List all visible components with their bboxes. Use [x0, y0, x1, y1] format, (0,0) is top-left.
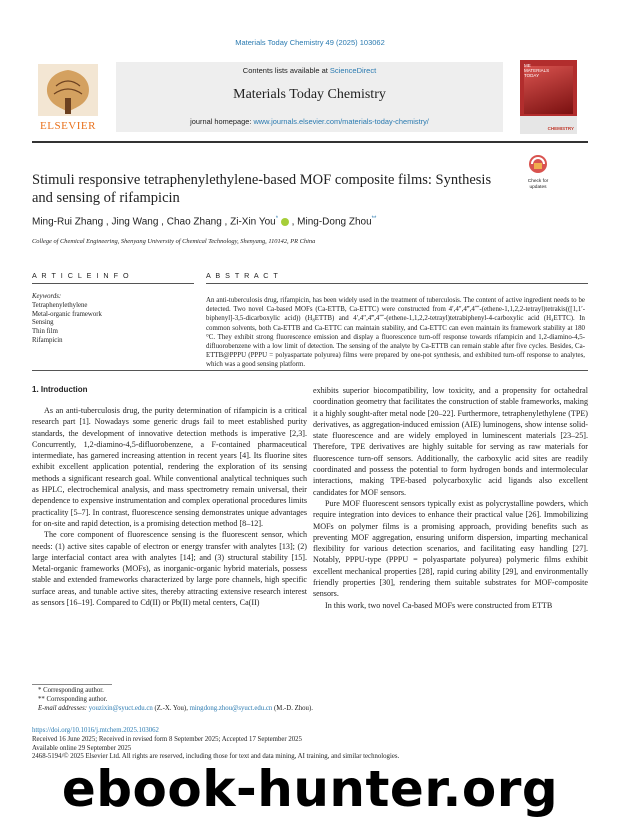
copyright-notice: 2468-5194/© 2025 Elsevier Ltd. All rights are reserved, including those for text and data mining, AI training, and similar technologies. [32, 753, 400, 761]
email-link[interactable]: youzixin@syuct.edu.cn [88, 704, 153, 712]
header-rule [32, 141, 588, 143]
badge-line2: updates [529, 184, 547, 190]
watermark: ebook-hunter.org [61, 760, 559, 818]
orcid-icon[interactable] [281, 218, 289, 226]
homepage-prefix: journal homepage: [190, 117, 252, 126]
corresponding-author-note: * Corresponding author. [38, 687, 104, 694]
article-info-rule [32, 283, 194, 284]
cover-footer-label: CHEMISTRY [547, 126, 574, 131]
intro-paragraph: In this work, two novel Ca-based MOFs were constructed from ETTB [325, 600, 553, 610]
email-link[interactable]: mingdong.zhou@syuct.edu.cn [189, 704, 273, 712]
article-title: Stimuli responsive tetraphenylethylene-based MOF composite films: Synthesis and sensing of rifampicin [32, 172, 492, 206]
email-label: E-mail addresses: [38, 704, 88, 712]
check-for-updates-badge[interactable] [520, 154, 556, 190]
sciencedirect-link[interactable]: ScienceDirect [329, 66, 377, 75]
cover-title-line1: ME [524, 63, 531, 68]
author-separator: , [221, 216, 231, 228]
affiliation: College of Chemical Engineering, Shenyang University of Chemical Technology, Shenyang, 110142, PR China [32, 238, 316, 245]
journal-citation[interactable]: Materials Today Chemistry 49 (2025) 103062 [235, 38, 385, 47]
introduction-heading: 1. Introduction [32, 385, 88, 394]
elsevier-logo [32, 62, 104, 132]
article-metadata [32, 727, 588, 762]
journal-name: Materials Today Chemistry [233, 87, 386, 102]
author-name[interactable]: Ming-Dong Zhou [297, 216, 372, 228]
cover-title-line3: TODAY [524, 73, 540, 78]
corresponding-author-note: ** Corresponding author. [38, 695, 108, 703]
abstract-text: An anti-tuberculosis drug, rifampicin, has been widely used in the treatment of tuberculosis. The content of active ingredient needs to be detected. Two novel Ca-based MOFs (Ca-ETTB, Ca-ETTC) were constructed from 4′,4″,4‴,4⁗-(ethene-1,1,2,2-tetrayl)tetrakis(([1,1′-biphenyl]-3,5-dicarboxylic acid)) (H₈ETTB) and 4′,4″,4‴,4⁗-(ethene-1,1,2,2-tetrayl)tetrabiphenyl-4-carboxylic acid (H₄ETTC). In common solvents, both Ca-ETTB and Ca-ETTC can maintain stability, and Ca-ETTC can even maintain its framework stability at 180 °C. They exhibit strong fluorescence emission and display a fluorescence turn-off response towards rifampicin and 1,2-diamino-4,5-difluorobenzene with a low limit of detection. The sensing of the analyte by Ca-ETTB can remain stable after five cycles. Besides, Ca-ETTB@PPPU (PPPU = polyaspartate polyurea) films were prepared by one-pot synthesis, and exhibited turn-off response to analytes, which was a good sensing platform. [206, 297, 585, 369]
intro-paragraph: The core component of fluorescence sensing is the fluorescent sensor, which needs: (1) active sites capable of electron or energy transfer with analytes [13]; (2) large interfacial contact area with analytes [14]; and (3) structural stability [15]. Metal-organic frameworks (MOFs), as inorganic-organic hybrid materials, possess stable and extended frameworks characterized by large pore channels, high specific surface areas, and tunable active sites, thereby attracting extensive research interest as sensors [16–19]. Compared to Cd(II) or Pb(II) metal centers, Ca(II) [32, 530, 307, 608]
received-dates: Received 16 June 2025; Received in revised form 8 September 2025; Accepted 17 September 2025 [32, 735, 302, 743]
publisher-name: ELSEVIER [40, 120, 96, 132]
email-owner: (Z.-X. You), [154, 704, 188, 712]
author-name[interactable]: Ming-Rui Zhang [32, 216, 104, 228]
keyword-item: Tetraphenylethylene [32, 301, 88, 309]
author-separator: , [288, 216, 298, 228]
keywords-label: Keywords: [32, 293, 62, 300]
email-owner: (M.-D. Zhou). [274, 704, 313, 712]
keyword-item: Sensing [32, 319, 54, 327]
author-list [32, 216, 376, 227]
keyword-item: Metal-organic framework [32, 310, 102, 318]
abstract-heading: A B S T R A C T [206, 271, 280, 280]
author-name[interactable]: Zi-Xin You [230, 216, 276, 228]
author-separator: , [158, 216, 167, 228]
author-name[interactable]: Jing Wang [111, 216, 159, 228]
badge-line1: Check for [527, 179, 549, 184]
corresponding-mark[interactable]: ** [371, 216, 377, 222]
abstract-bottom-rule [32, 370, 588, 371]
doi-link[interactable]: https://doi.org/10.1016/j.mtchem.2025.103062 [32, 727, 159, 734]
keywords-block [32, 293, 192, 346]
footnotes [38, 687, 578, 713]
author-separator: , [103, 216, 112, 228]
footnote-rule [32, 684, 112, 685]
author-name[interactable]: Chao Zhang [166, 216, 222, 228]
cover-title-line2: MATERIALS [524, 68, 550, 73]
left-column [32, 405, 307, 608]
journal-homepage-link[interactable]: www.journals.elsevier.com/materials-today-chemistry/ [253, 117, 429, 126]
journal-cover-thumbnail [520, 60, 577, 134]
intro-paragraph: exhibits superior biocompatibility, low toxicity, and a propensity for octahedral coordination geometry that facilitates the construction of stable frameworks, making it a highly sought-after metal node [20–22]. Furthermore, tetraphenylethylene (TPE) derivatives, as aggregation-induced emission (AIE) luminogens, show intense solid-state fluorescence and are widely employed in luminescent materials [23–25]. Therefore, TPE derivatives are highly suitable for serving as raw materials for fluorescence turn-off sensors. Additionally, the carboxylic acid sites are readily coordinated and possess the potential to form hydrogen bonds and intermolecular interactions, making TPE-based polycarboxylic acid ligands also excellent candidates for MOF sensors. [313, 386, 588, 497]
right-column [313, 385, 588, 611]
keyword-item: Rifampicin [32, 336, 63, 344]
article-info-heading: A R T I C L E I N F O [32, 271, 131, 280]
corresponding-mark[interactable]: * [275, 216, 279, 222]
intro-paragraph: As an anti-tuberculosis drug, the purity determination of rifampicin is a critical research part [1]. Nowadays some generic drugs fail to meet established purity standards, the development of innovative detection methods is imperative [2,3]. Concurrently, 1,2-diamino-4,5-difluorobenzene, a F-contained pharmaceutical intermediate, has garnered increasing attention in recent years [4]. Its fluorine sites exhibit excellent application potential, rendering the exploration of its sensing methods a significant research goal. While conventional analytical techniques such as HPLC, electrochemical analysis, and mass spectrometry remain universal, their dependence to expensive instrumentation and complex operational procedures limits practicality [5–7]. In contrast, fluorescence sensing demonstrates unique advantages for on-site and rapid detection, is a promising detection method [8–12]. [32, 406, 307, 528]
update-badge-icon [520, 154, 556, 174]
contents-prefix: Contents lists available at [242, 66, 328, 75]
journal-header-box [116, 62, 503, 132]
abstract-rule [206, 283, 588, 284]
available-online: Available online 29 September 2025 [32, 744, 132, 752]
intro-paragraph: Pure MOF fluorescent sensors typically exist as polycrystalline powders, which require integration into devices to enhance their practical value [26]. Immobilizing MOFs on polymer films is a promising approach, providing benefits such as preventing MOF aggregation, ensuring uniform dispersion, imparting mechanical flexibility for various detection scenarios, and facilitating easy handling [27]. Notably, PPPU-type (PPPU = polyaspartate polyurea) polymeric films exhibit excellent mechanical properties [28], rapid curing ability [29], and environmentally friendly properties [30], rendering them suitable substrates for MOF-composite sensors. [313, 498, 588, 599]
keyword-item: Thin film [32, 328, 58, 336]
